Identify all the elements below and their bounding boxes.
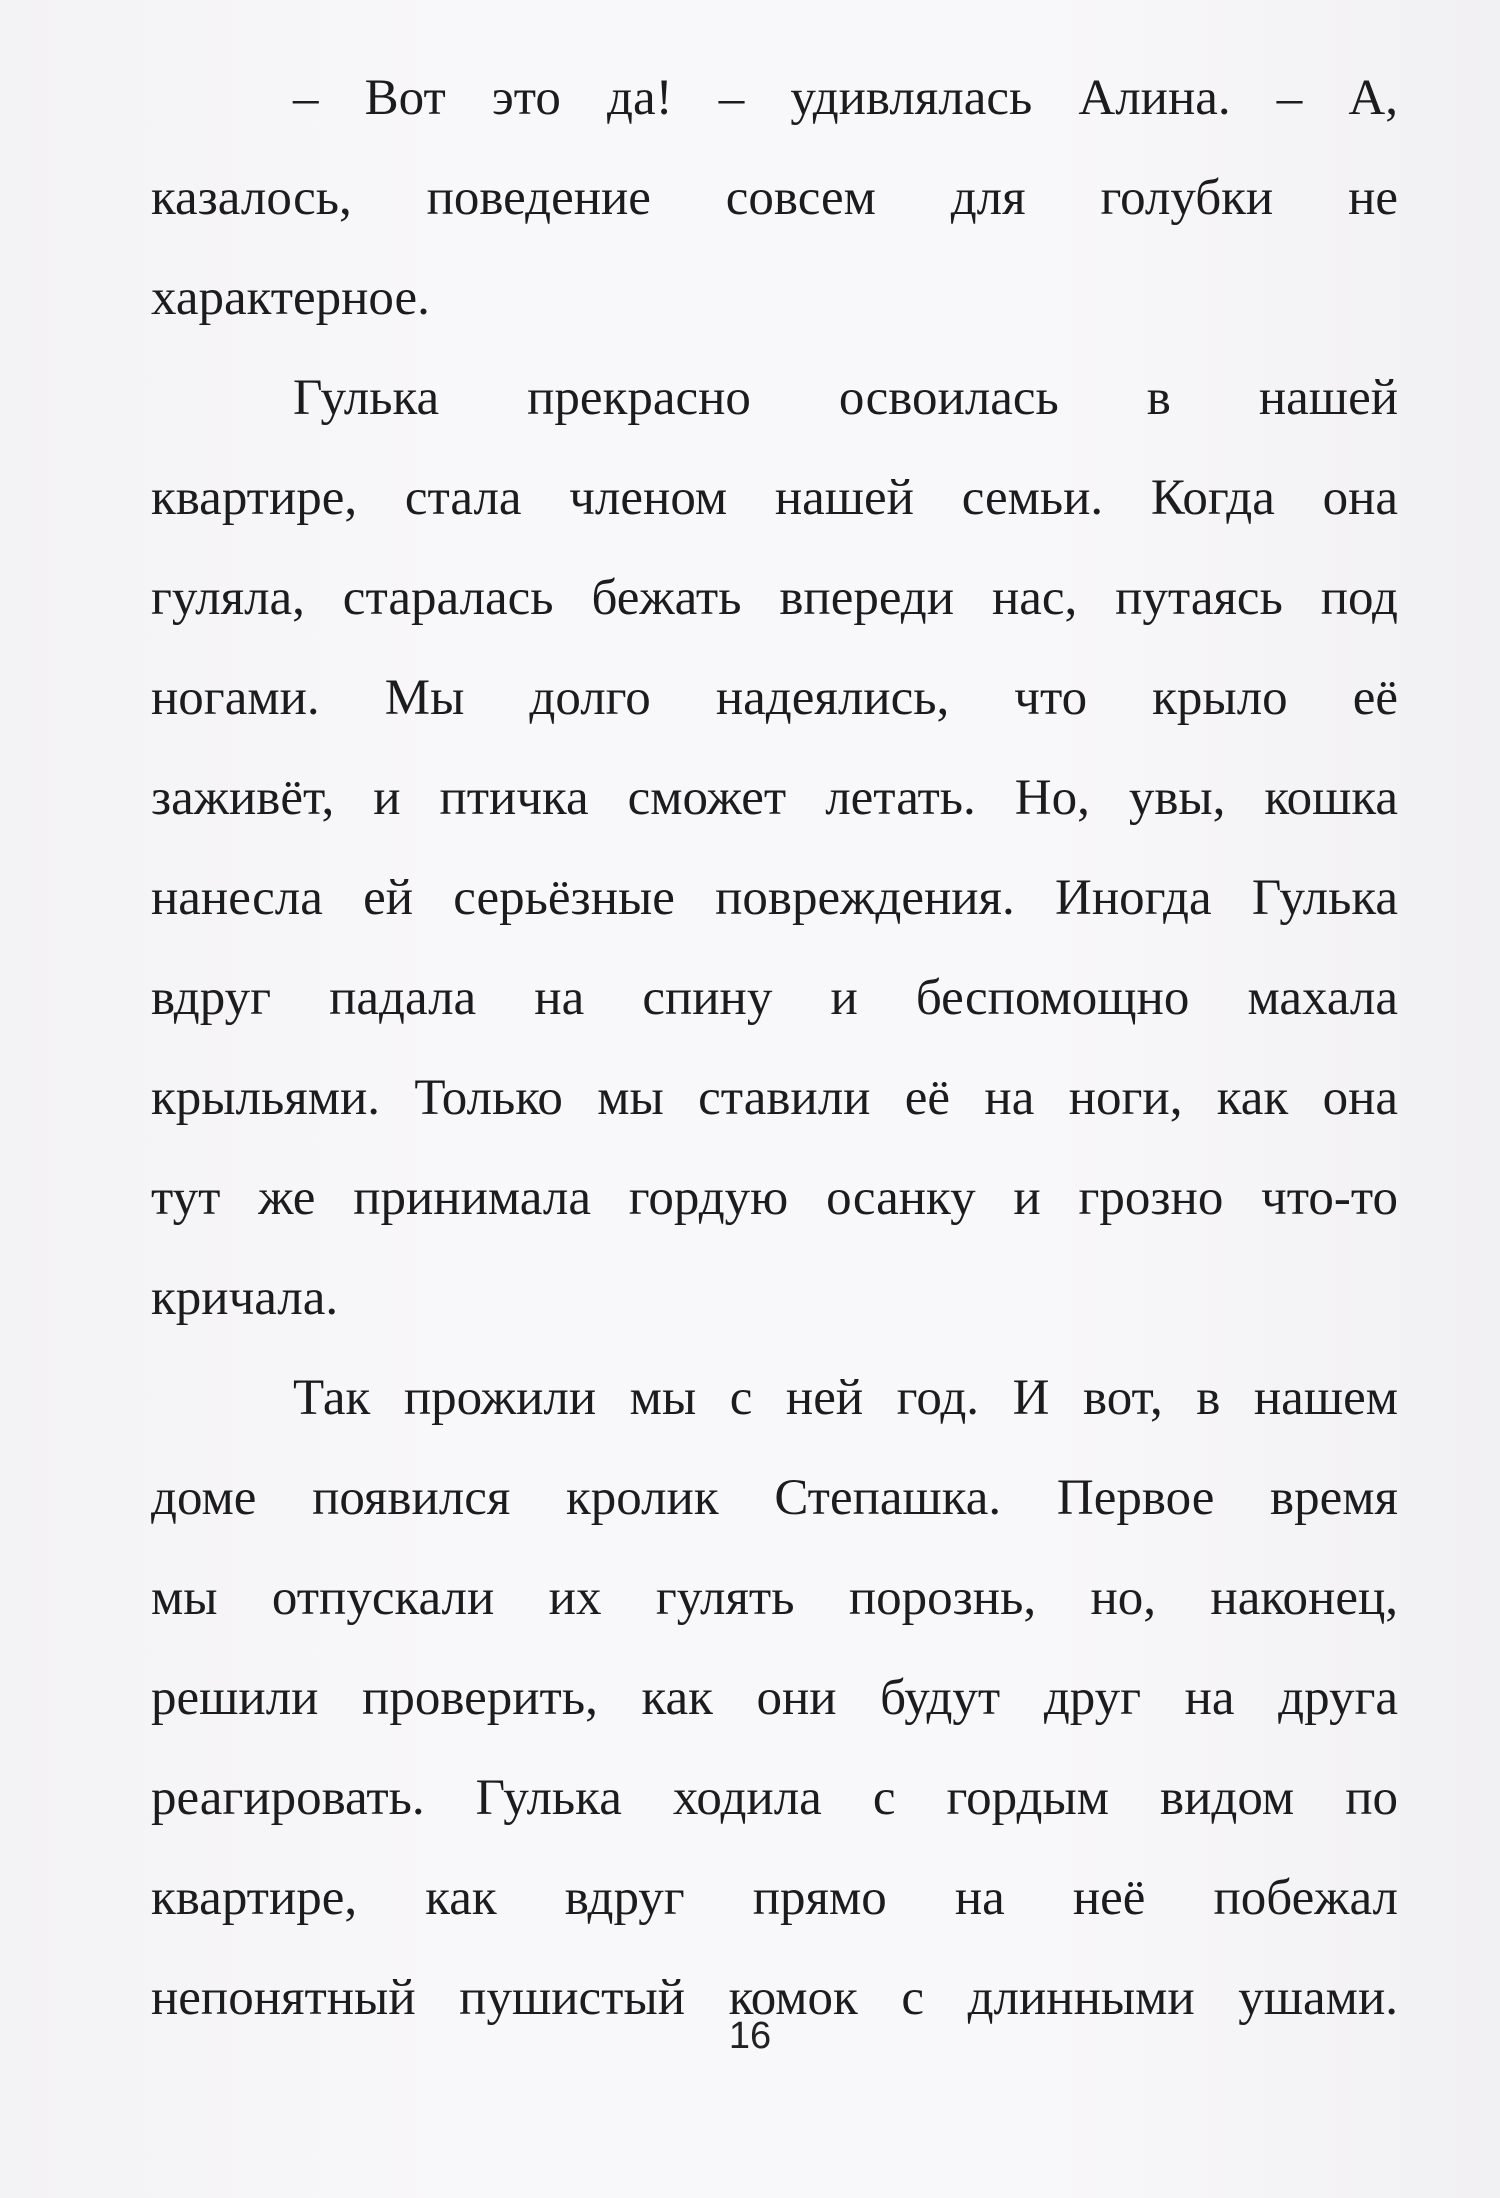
text-line: тут же принимала гордую осанку и грозно что-то — [151, 1170, 1398, 1226]
text-line: мы отпускали их гулять порознь, но, наконец, — [151, 1570, 1398, 1626]
text-line: – Вот это да! – удивлялась Алина. – А, — [293, 70, 1398, 126]
text-line: квартире, как вдруг прямо на неё побежал — [151, 1870, 1398, 1926]
text-line: характерное. — [151, 270, 430, 326]
text-line: гуляла, старалась бежать впереди нас, путаясь под — [151, 570, 1398, 626]
body-text — [151, 48, 1398, 2048]
page-number: 16 — [728, 2015, 772, 2057]
text-line: непонятный пушистый комок с длинными ушами. — [151, 1970, 1398, 2026]
paragraph — [151, 1348, 1398, 2048]
text-line: доме появился кролик Степашка. Первое время — [151, 1470, 1398, 1526]
text-line: ногами. Мы долго надеялись, что крыло её — [151, 670, 1398, 726]
text-line: крыльями. Только мы ставили её на ноги, как она — [151, 1070, 1398, 1126]
text-line: нанесла ей серьёзные повреждения. Иногда Гулька — [151, 870, 1398, 926]
text-line: Так прожили мы с ней год. И вот, в нашем — [293, 1370, 1398, 1426]
text-line: реагировать. Гулька ходила с гордым видом по — [151, 1770, 1398, 1826]
text-line: казалось, поведение совсем для голубки не — [151, 170, 1398, 226]
text-line: квартире, стала членом нашей семьи. Когда она — [151, 470, 1398, 526]
paragraph — [151, 48, 1398, 348]
text-line: решили проверить, как они будут друг на друга — [151, 1670, 1398, 1726]
text-line: вдруг падала на спину и беспомощно махала — [151, 970, 1398, 1026]
text-line: кричала. — [151, 1270, 339, 1326]
paragraph — [151, 348, 1398, 1348]
text-line: Гулька прекрасно освоилась в нашей — [293, 370, 1398, 426]
text-line: заживёт, и птичка сможет летать. Но, увы, кошка — [151, 770, 1398, 826]
